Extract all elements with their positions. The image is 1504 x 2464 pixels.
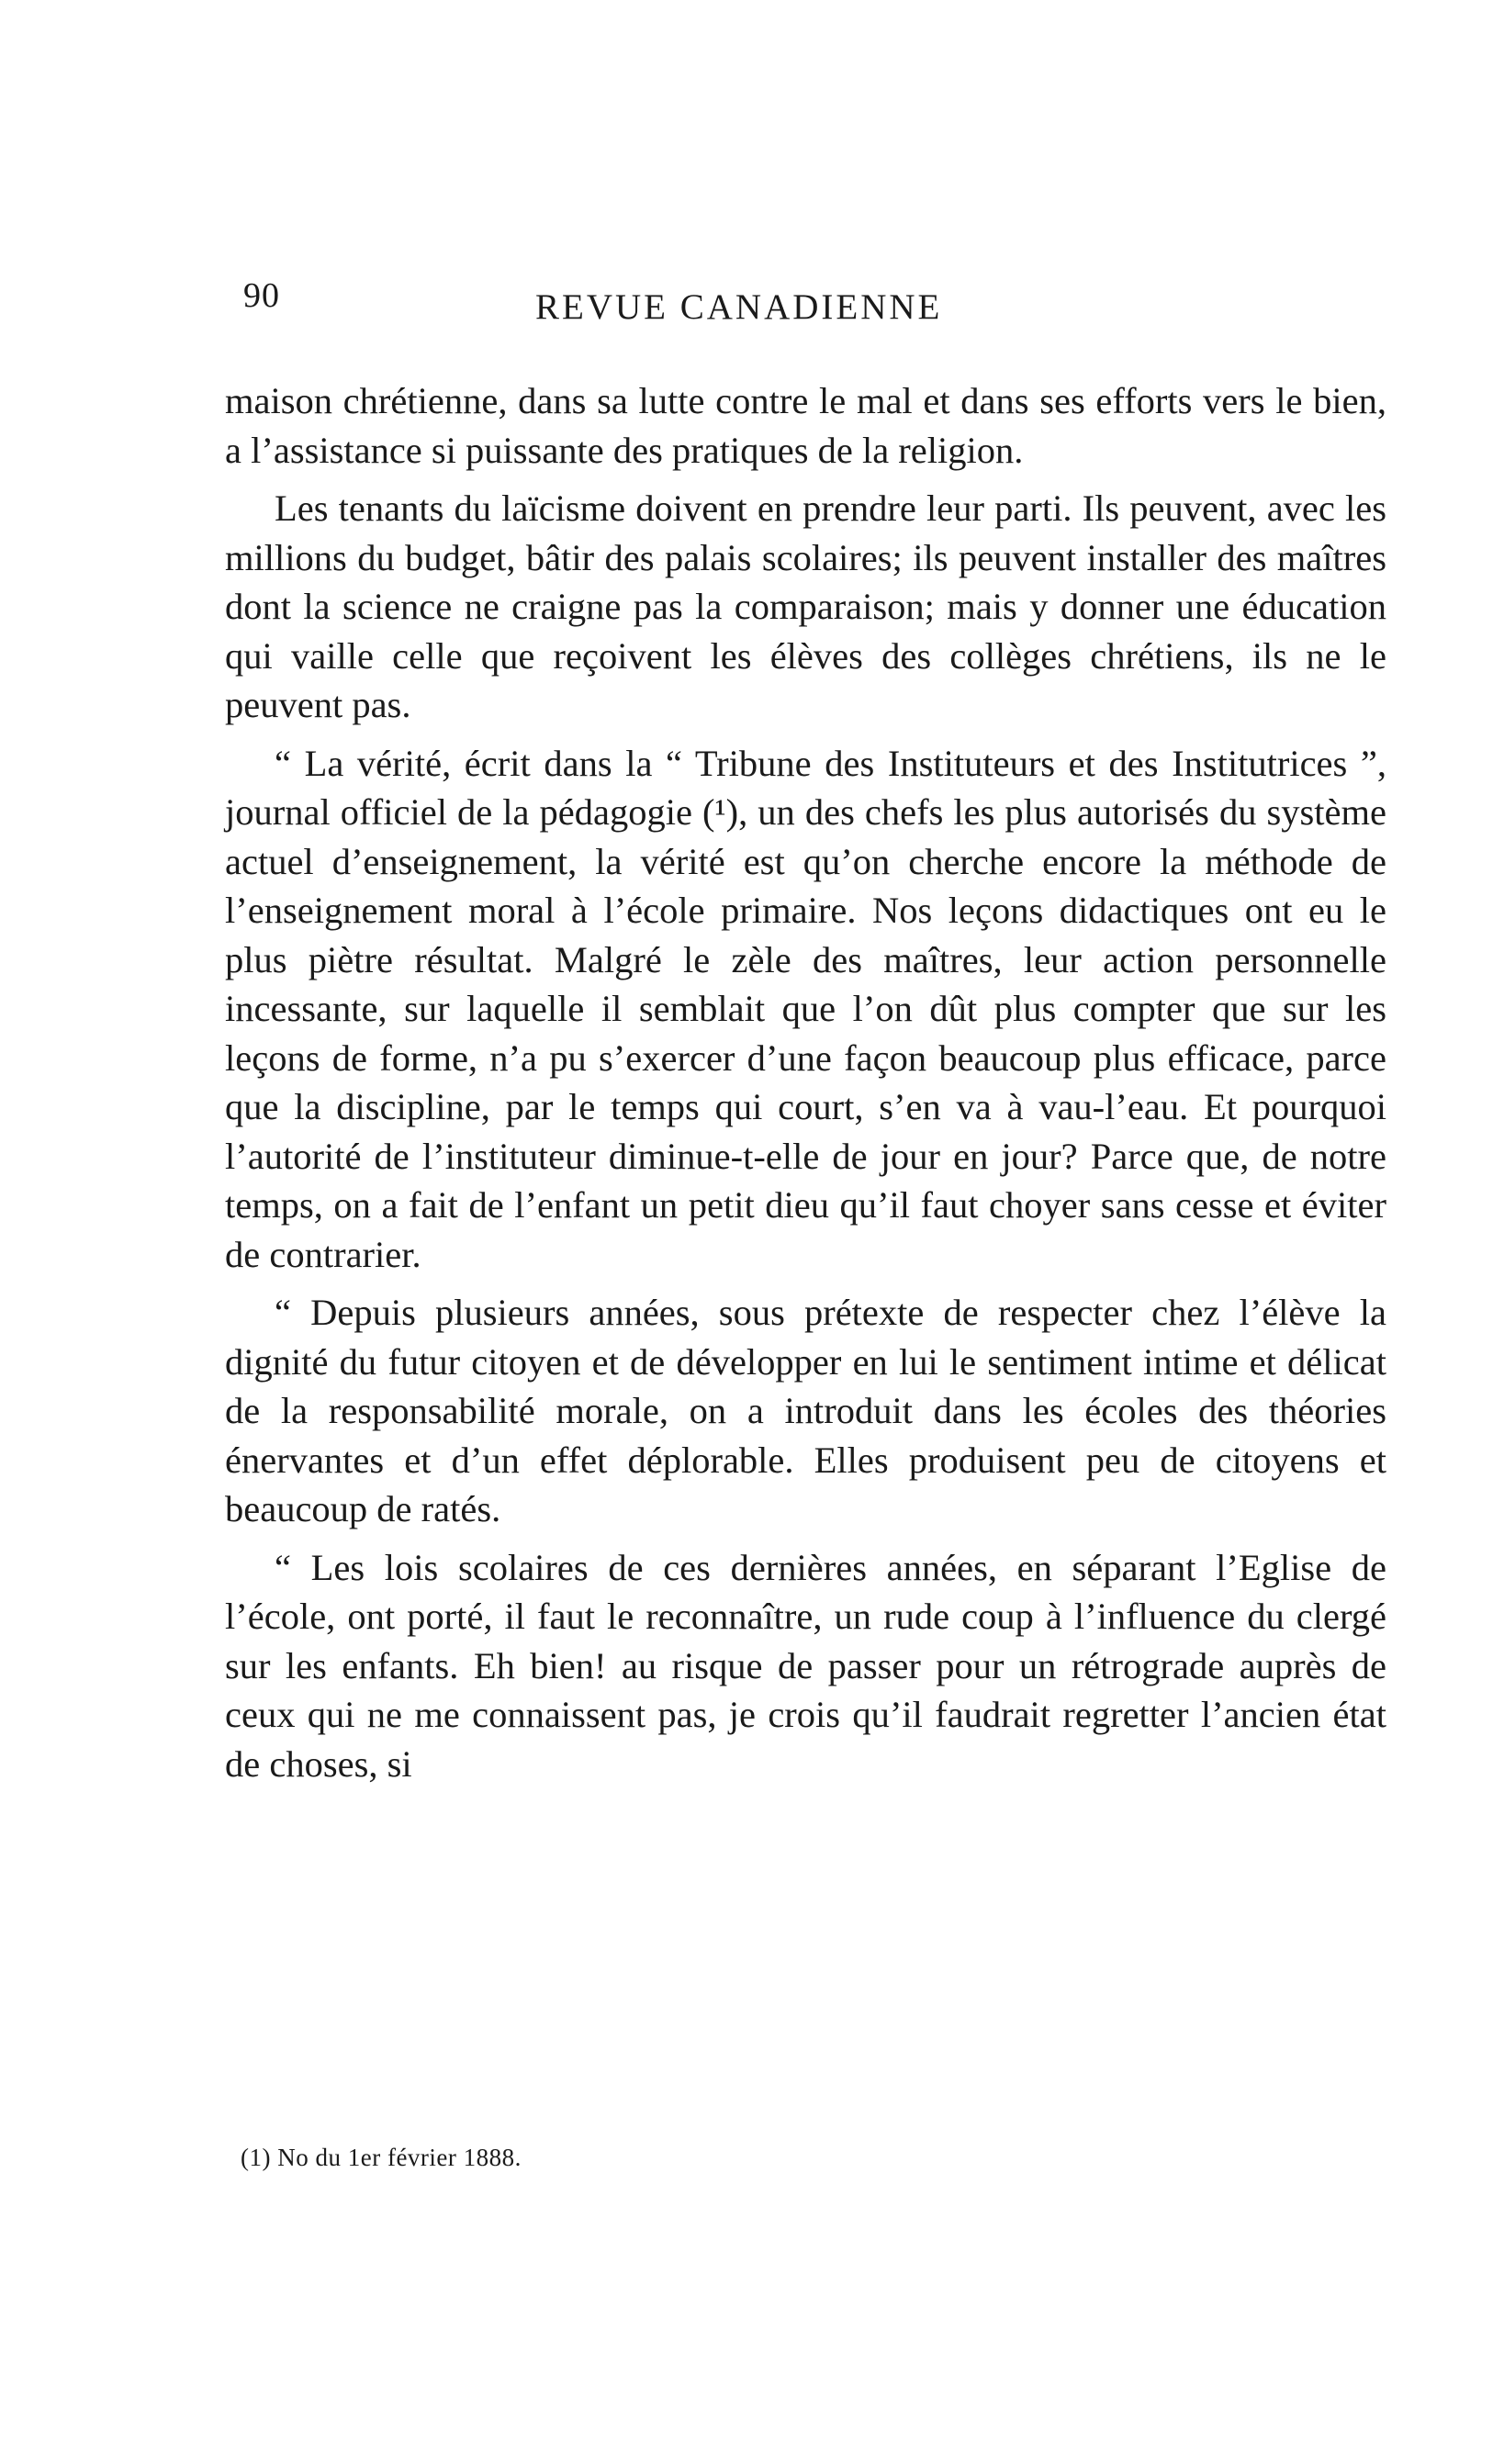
running-title: REVUE CANADIENNE	[535, 287, 943, 327]
page-number: 90	[243, 276, 280, 315]
paragraph-continuation: maison chrétienne, dans sa lutte contre le mal et dans ses efforts vers le bien, a l’assistance si puissante des pratiques de la religion.	[225, 380, 1386, 471]
body-text	[225, 376, 1386, 1788]
paragraph: Les tenants du laïcisme doivent en prendre leur parti. Ils peuvent, avec les millions du budget, bâtir des palais scolaires; ils peuvent installer des maîtres dont la science ne craigne pas la comparaison; mais y donner une éducation qui vaille celle que reçoivent les élèves des collèges chrétiens, ils ne le peuvent pas.	[225, 487, 1386, 725]
paragraph-quote: “ Les lois scolaires de ces dernières années, en séparant l’Eglise de l’école, ont porté, il faut le reconnaître, un rude coup à l’influence du clergé sur les enfants. Eh bien! au risque de passer pour un rétrograde auprès de ceux qui ne me connaissent pas, je crois qu’il faudrait regretter l’ancien état de choses, si	[225, 1546, 1386, 1785]
footnote: (1) No du 1er février 1888.	[241, 2144, 522, 2171]
paragraph-quote: “ Depuis plusieurs années, sous prétexte de respecter chez l’élève la dignité du futur citoyen et de développer en lui le sentiment intime et délicat de la responsabilité morale, on a introduit dans les écoles des théories énervantes et d’un effet déplorable. Elles produisent peu de citoyens et beaucoup de ratés.	[225, 1292, 1386, 1529]
page-header	[243, 275, 1382, 330]
paragraph-quote: “ La vérité, écrit dans la “ Tribune des Instituteurs et des Institutrices ”, journal officiel de la pédagogie (¹), un des chefs les plus autorisés du système actuel d’enseignement, la vérité est qu’on cherche encore la méthode de l’enseignement moral à l’école primaire. Nos leçons didactiques ont eu le plus piètre résultat. Malgré le zèle des maîtres, leur action personnelle incessante, sur laquelle il semblait que l’on dût plus compter que sur les leçons de forme, n’a pu s’exercer d’une façon beaucoup plus efficace, parce que la discipline, par le temps qui court, s’en va à vau-l’eau. Et pourquoi l’autorité de l’instituteur diminue-t-elle de jour en jour? Parce que, de notre temps, on a fait de l’enfant un petit dieu qu’il faut choyer sans cesse et éviter de contrarier.	[225, 742, 1386, 1275]
